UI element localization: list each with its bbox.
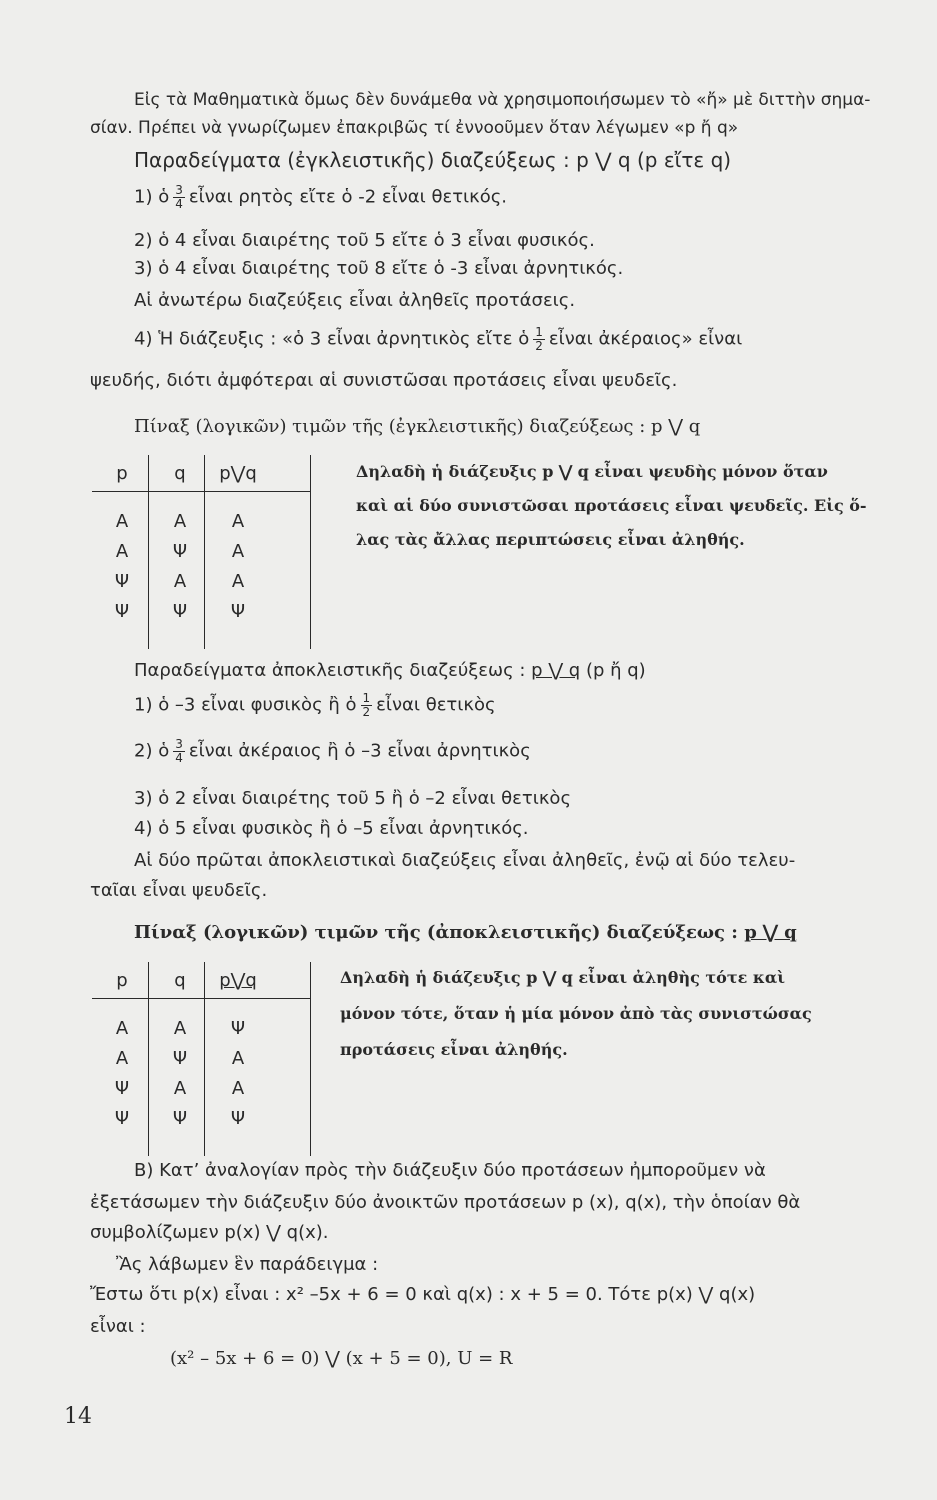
inclusive-example-3: 3) ὁ 4 εἶναι διαιρέτης τοῦ 8 εἴτε ὁ -3 εἶναι ἀρνητικός. (134, 258, 624, 279)
header-q: q (174, 970, 186, 991)
t2-r2-q: Ψ (172, 1048, 188, 1069)
exclusive-example-2: 2) ὁ $\frac{3}{4}$ εἶναι ἀκέραιος ἢ ὁ –3 εἶναι ἀρνητικὸς (134, 737, 531, 765)
t2-r3-q: Α (173, 1078, 187, 1099)
t2-r4-p: Ψ (114, 1108, 130, 1129)
section-b-line-2: ἐξετάσωμεν τὴν διάζευξιν δύο ἀνοικτῶν προτάσεων p (x), q(x), τὴν ὁποίαν θὰ (90, 1192, 801, 1213)
t2-r2-p: Α (115, 1048, 129, 1069)
section-b-line-3: συμβολίζωμεν p(x) ⋁ q(x). (90, 1222, 329, 1243)
t1-r4-q: Ψ (172, 601, 188, 622)
t1-r3-p: Ψ (114, 571, 130, 592)
exclusive-conclusion-1: Αἱ δύο πρῶται ἀποκλειστικαὶ διαζεύξεις εἶναι ἀληθεῖς, ἐνῷ αἱ δύο τελευ- (134, 850, 796, 871)
header-p: p (116, 970, 128, 991)
header-p: p (116, 463, 128, 484)
exclusive-example-1: 1) ὁ –3 εἶναι φυσικὸς ἢ ὁ $\frac{1}{2}$ εἶναι θετικὸς (134, 691, 496, 719)
exclusive-example-4: 4) ὁ 5 εἶναι φυσικὸς ἢ ὁ –5 εἶναι ἀρνητικός. (134, 818, 529, 839)
inclusive-example-4: 4) Ἡ διάζευξις : «ὁ 3 εἶναι ἀρνητικὸς εἴτε ὁ $\frac{1}{2}$ εἶναι ἀκέραιος» εἶναι (134, 325, 743, 353)
t1-r1-p: Α (115, 511, 129, 532)
exclusive-conclusion-2: ταῖαι εἶναι ψευδεῖς. (90, 880, 268, 901)
section-b-line-5: Ἔστω ὅτι p(x) εἶναι : x² –5x + 6 = 0 καὶ q(x) : x + 5 = 0. Τότε p(x) ⋁ q(x) (90, 1284, 756, 1305)
table2-title: Πίναξ (λογικῶν) τιμῶν τῆς (ἀποκλειστικῆς) διαζεύξεως : p ⋁ q (134, 922, 797, 943)
t2-r2-v: Α (231, 1048, 245, 1069)
table1-note-1: Δηλαδὴ ἡ διάζευξις p ⋁ q εἶναι ψευδὴς μόνον ὅταν (356, 462, 828, 481)
t1-r3-q: Α (173, 571, 187, 592)
t2-r1-p: Α (115, 1018, 129, 1039)
section-b-line-1: Β) Κατ’ ἀναλογίαν πρὸς τὴν διάζευξιν δύο προτάσεων ἠμποροῦμεν νὰ (134, 1160, 766, 1181)
t2-r4-q: Ψ (172, 1108, 188, 1129)
table2-note-2: μόνον τότε, ὅταν ἡ μία μόνον ἀπὸ τὰς συνιστώσας (340, 1004, 812, 1023)
header-p-or-q: p⋁q (219, 463, 257, 484)
intro-line-1: Εἰς τὰ Μαθηματικὰ ὅμως δὲν δυνάμεθα νὰ χρησιμοποιήσωμεν τὸ «ἤ» μὲ διττὴν σημα- (134, 90, 871, 110)
table2-note-1: Δηλαδὴ ἡ διάζευξις p ⋁ q εἶναι ἀληθὴς τότε καὶ (340, 968, 785, 987)
intro-line-2: σίαν. Πρέπει νὰ γνωρίζωμεν ἐπακριβῶς τί ἐννοοῦμεν ὅταν λέγωμεν «p ἤ q» (90, 118, 739, 138)
fraction: $\frac{3}{4}$ (175, 737, 183, 765)
t2-r4-v: Ψ (230, 1108, 246, 1129)
inclusive-example-2: 2) ὁ 4 εἶναι διαιρέτης τοῦ 5 εἴτε ὁ 3 εἶναι φυσικός. (134, 230, 595, 251)
t2-r1-v: Ψ (230, 1018, 246, 1039)
truth-table-exclusive (92, 962, 312, 1162)
section-b-line-4: Ἂς λάβωμεν ἓν παράδειγμα : (116, 1254, 379, 1275)
inclusive-conclusion: Αἱ ἀνωτέρω διαζεύξεις εἶναι ἀληθεῖς προτάσεις. (134, 290, 576, 311)
exclusive-example-3: 3) ὁ 2 εἶναι διαιρέτης τοῦ 5 ἢ ὁ –2 εἶναι θετικὸς (134, 788, 572, 809)
t2-r3-v: Α (231, 1078, 245, 1099)
t1-r1-v: Α (231, 511, 245, 532)
t2-r3-p: Ψ (114, 1078, 130, 1099)
fraction: $\frac{3}{4}$ (175, 183, 183, 211)
t1-r4-v: Ψ (230, 601, 246, 622)
inclusive-example-4-cont: ψευδής, διότι ἀμφότεραι αἱ συνιστῶσαι προτάσεις εἶναι ψευδεῖς. (90, 370, 678, 391)
inclusive-example-1: 1) ὁ $\frac{3}{4}$ εἶναι ρητὸς εἴτε ὁ -2 εἶναι θετικός. (134, 183, 508, 211)
table2-note-3: προτάσεις εἶναι ἀληθής. (340, 1040, 568, 1059)
header-p-xor-q: p⋁q (219, 970, 257, 991)
inclusive-examples-heading: Παραδείγματα (ἐγκλειστικῆς) διαζεύξεως : p ⋁ q (p εἴτε q) (134, 148, 732, 172)
header-q: q (174, 463, 186, 484)
section-b-formula: (x² – 5x + 6 = 0) ⋁ (x + 5 = 0), U = R (170, 1348, 513, 1369)
fraction: $\frac{1}{2}$ (362, 691, 371, 719)
page-number: 14 (64, 1404, 92, 1429)
t1-r4-p: Ψ (114, 601, 130, 622)
t1-r1-q: Α (173, 511, 187, 532)
t1-r3-v: Α (231, 571, 245, 592)
truth-table-inclusive (92, 455, 312, 655)
table1-note-3: λας τὰς ἄλλας περιπτώσεις εἶναι ἀληθής. (356, 530, 745, 549)
t1-r2-p: Α (115, 541, 129, 562)
t2-r1-q: Α (173, 1018, 187, 1039)
t1-r2-v: Α (231, 541, 245, 562)
table1-note-2: καὶ αἱ δύο συνιστῶσαι προτάσεις εἶναι ψευδεῖς. Εἰς ὅ- (356, 496, 867, 515)
table1-title: Πίναξ (λογικῶν) τιμῶν τῆς (ἐγκλειστικῆς) διαζεύξεως : p ⋁ q (134, 416, 701, 437)
section-b-line-6: εἶναι : (90, 1316, 146, 1337)
fraction: $\frac{1}{2}$ (535, 325, 543, 353)
t1-r2-q: Ψ (172, 541, 188, 562)
exclusive-examples-heading: Παραδείγματα ἀποκλειστικῆς διαζεύξεως : p ⋁ q (p ἤ q) (134, 660, 646, 681)
